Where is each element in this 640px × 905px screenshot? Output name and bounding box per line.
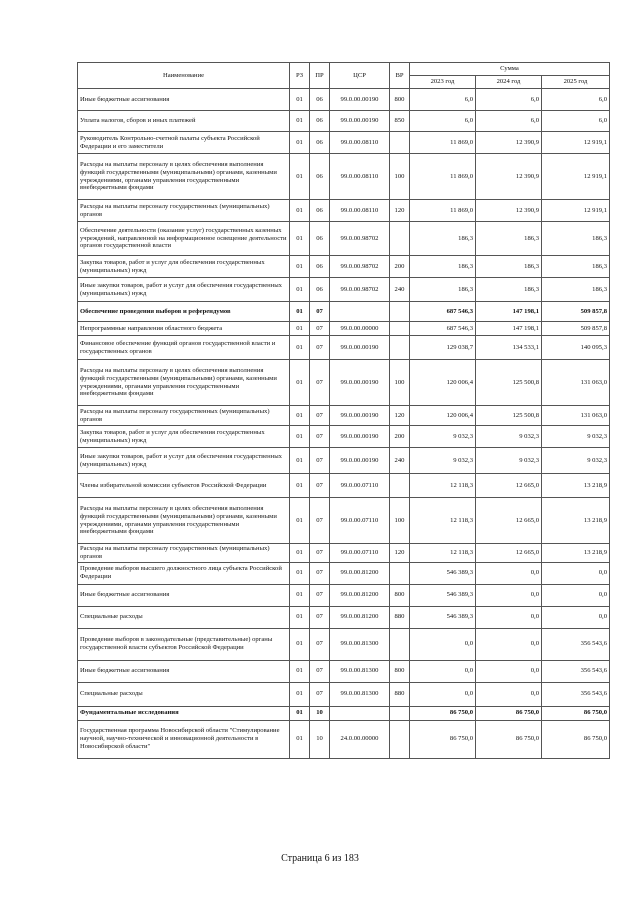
table-row bbox=[78, 706, 610, 720]
table-row bbox=[78, 302, 610, 322]
table-row bbox=[78, 132, 610, 154]
table-row bbox=[78, 628, 610, 660]
row-vr: 120 bbox=[390, 544, 410, 563]
row-csr: 99.0.00.00190 bbox=[330, 360, 390, 406]
row-pr: 07 bbox=[310, 660, 330, 682]
row-vr: 200 bbox=[390, 426, 410, 448]
row-sum-2025: 131 063,0 bbox=[542, 406, 610, 426]
row-name: Уплата налогов, сборов и иных платежей bbox=[78, 111, 290, 132]
row-vr: 800 bbox=[390, 89, 410, 111]
row-rz: 01 bbox=[290, 132, 310, 154]
row-pr: 07 bbox=[310, 322, 330, 336]
row-sum-2025: 356 543,6 bbox=[542, 628, 610, 660]
row-vr bbox=[390, 706, 410, 720]
row-pr: 06 bbox=[310, 111, 330, 132]
row-name: Расходы на выплаты персоналу государственных (муниципальных) органов bbox=[78, 544, 290, 563]
row-pr: 06 bbox=[310, 154, 330, 200]
row-sum-2023: 6,0 bbox=[410, 111, 476, 132]
row-name: Проведение выборов в законодательные (представительные) органы государственной власти субъектов Российской Федерации bbox=[78, 628, 290, 660]
row-rz: 01 bbox=[290, 720, 310, 758]
row-pr: 07 bbox=[310, 426, 330, 448]
row-sum-2025: 86 750,0 bbox=[542, 720, 610, 758]
row-sum-2024: 12 665,0 bbox=[476, 544, 542, 563]
row-sum-2024: 86 750,0 bbox=[476, 706, 542, 720]
row-name: Руководитель Контрольно-счетной палаты субъекта Российской Федерации и его заместители bbox=[78, 132, 290, 154]
row-rz: 01 bbox=[290, 360, 310, 406]
header-rz: РЗ bbox=[290, 63, 310, 89]
row-sum-2025: 186,3 bbox=[542, 256, 610, 278]
row-vr: 120 bbox=[390, 406, 410, 426]
row-sum-2025: 509 857,8 bbox=[542, 302, 610, 322]
row-sum-2024: 12 390,9 bbox=[476, 200, 542, 222]
row-sum-2024: 125 500,8 bbox=[476, 406, 542, 426]
table-row bbox=[78, 322, 610, 336]
table-row bbox=[78, 256, 610, 278]
row-csr: 99.0.00.08110 bbox=[330, 200, 390, 222]
row-sum-2024: 0,0 bbox=[476, 562, 542, 584]
row-vr bbox=[390, 628, 410, 660]
row-pr: 10 bbox=[310, 720, 330, 758]
table-row bbox=[78, 720, 610, 758]
row-csr: 99.0.00.81300 bbox=[330, 660, 390, 682]
row-sum-2025: 86 750,0 bbox=[542, 706, 610, 720]
table-row bbox=[78, 89, 610, 111]
row-csr bbox=[330, 302, 390, 322]
row-sum-2023: 186,3 bbox=[410, 278, 476, 302]
row-pr: 07 bbox=[310, 360, 330, 406]
row-sum-2024: 9 032,3 bbox=[476, 426, 542, 448]
row-sum-2025: 131 063,0 bbox=[542, 360, 610, 406]
row-sum-2024: 12 390,9 bbox=[476, 132, 542, 154]
row-rz: 01 bbox=[290, 111, 310, 132]
row-vr: 800 bbox=[390, 660, 410, 682]
row-sum-2023: 186,3 bbox=[410, 222, 476, 256]
row-csr: 99.0.00.00190 bbox=[330, 111, 390, 132]
row-rz: 01 bbox=[290, 322, 310, 336]
row-sum-2023: 129 038,7 bbox=[410, 336, 476, 360]
row-sum-2024: 6,0 bbox=[476, 111, 542, 132]
row-sum-2024: 147 198,1 bbox=[476, 322, 542, 336]
row-sum-2024: 134 533,1 bbox=[476, 336, 542, 360]
row-name: Иные закупки товаров, работ и услуг для обеспечения государственных (муниципальных) нужд bbox=[78, 448, 290, 474]
page-number: Страница 6 из 183 bbox=[281, 853, 359, 864]
table-row bbox=[78, 584, 610, 606]
row-sum-2024: 0,0 bbox=[476, 606, 542, 628]
row-sum-2024: 12 665,0 bbox=[476, 474, 542, 498]
row-name: Иные бюджетные ассигнования bbox=[78, 89, 290, 111]
row-sum-2024: 12 390,9 bbox=[476, 154, 542, 200]
row-sum-2025: 186,3 bbox=[542, 278, 610, 302]
row-vr: 120 bbox=[390, 200, 410, 222]
row-csr: 24.0.00.00000 bbox=[330, 720, 390, 758]
row-csr: 99.0.00.00190 bbox=[330, 89, 390, 111]
table-body bbox=[78, 89, 610, 759]
row-rz: 01 bbox=[290, 706, 310, 720]
row-pr: 07 bbox=[310, 606, 330, 628]
row-sum-2025: 13 218,9 bbox=[542, 498, 610, 544]
table-row bbox=[78, 448, 610, 474]
table-row bbox=[78, 360, 610, 406]
row-csr: 99.0.00.07110 bbox=[330, 498, 390, 544]
row-rz: 01 bbox=[290, 426, 310, 448]
row-sum-2024: 186,3 bbox=[476, 278, 542, 302]
table-row bbox=[78, 154, 610, 200]
row-name: Проведение выборов высшего должностного лица субъекта Российской Федерации bbox=[78, 562, 290, 584]
row-rz: 01 bbox=[290, 302, 310, 322]
row-vr: 880 bbox=[390, 606, 410, 628]
row-name: Расходы на выплаты персоналу в целях обеспечения выполнения функций государственными (муниципальными) органами, казенными учреждениями, органами управления государственными внебюджетными фондами bbox=[78, 498, 290, 544]
row-vr bbox=[390, 302, 410, 322]
row-pr: 07 bbox=[310, 474, 330, 498]
row-vr bbox=[390, 322, 410, 336]
row-vr: 240 bbox=[390, 448, 410, 474]
table-row bbox=[78, 222, 610, 256]
row-pr: 07 bbox=[310, 562, 330, 584]
row-name: Иные бюджетные ассигнования bbox=[78, 584, 290, 606]
row-name: Фундаментальные исследования bbox=[78, 706, 290, 720]
row-sum-2024: 9 032,3 bbox=[476, 448, 542, 474]
row-sum-2023: 0,0 bbox=[410, 660, 476, 682]
row-rz: 01 bbox=[290, 89, 310, 111]
row-pr: 06 bbox=[310, 278, 330, 302]
row-vr bbox=[390, 720, 410, 758]
budget-sheet bbox=[77, 62, 609, 759]
table-header bbox=[78, 63, 610, 89]
row-sum-2025: 12 919,1 bbox=[542, 200, 610, 222]
row-name: Закупка товаров, работ и услуг для обеспечения государственных (муниципальных) нужд bbox=[78, 426, 290, 448]
row-csr: 99.0.00.81300 bbox=[330, 628, 390, 660]
row-sum-2023: 120 006,4 bbox=[410, 360, 476, 406]
row-sum-2023: 546 389,3 bbox=[410, 562, 476, 584]
row-sum-2023: 546 389,3 bbox=[410, 606, 476, 628]
row-sum-2023: 546 389,3 bbox=[410, 584, 476, 606]
row-vr: 200 bbox=[390, 256, 410, 278]
table-row bbox=[78, 498, 610, 544]
row-csr: 99.0.00.81200 bbox=[330, 562, 390, 584]
row-rz: 01 bbox=[290, 682, 310, 706]
table-row bbox=[78, 660, 610, 682]
row-name: Специальные расходы bbox=[78, 682, 290, 706]
header-csr: ЦСР bbox=[330, 63, 390, 89]
row-csr: 99.0.00.98702 bbox=[330, 256, 390, 278]
row-pr: 07 bbox=[310, 498, 330, 544]
row-sum-2023: 0,0 bbox=[410, 628, 476, 660]
row-name: Закупка товаров, работ и услуг для обеспечения государственных (муниципальных) нужд bbox=[78, 256, 290, 278]
row-sum-2025: 13 218,9 bbox=[542, 544, 610, 563]
row-rz: 01 bbox=[290, 200, 310, 222]
row-csr: 99.0.00.08110 bbox=[330, 154, 390, 200]
table-row bbox=[78, 426, 610, 448]
row-sum-2023: 12 118,3 bbox=[410, 544, 476, 563]
row-vr: 880 bbox=[390, 682, 410, 706]
row-sum-2024: 125 500,8 bbox=[476, 360, 542, 406]
row-rz: 01 bbox=[290, 406, 310, 426]
row-csr bbox=[330, 706, 390, 720]
table-row bbox=[78, 111, 610, 132]
row-sum-2024: 0,0 bbox=[476, 660, 542, 682]
row-vr bbox=[390, 222, 410, 256]
row-sum-2025: 356 543,6 bbox=[542, 660, 610, 682]
row-name: Расходы на выплаты персоналу в целях обеспечения выполнения функций государственными (муниципальными) органами, казенными учреждениями, органами управления государственными внебюджетными фондами bbox=[78, 154, 290, 200]
header-year-2024: 2024 год bbox=[476, 76, 542, 89]
row-vr: 100 bbox=[390, 360, 410, 406]
row-csr: 99.0.00.81200 bbox=[330, 584, 390, 606]
row-vr: 240 bbox=[390, 278, 410, 302]
row-sum-2023: 86 750,0 bbox=[410, 720, 476, 758]
row-sum-2025: 356 543,6 bbox=[542, 682, 610, 706]
row-sum-2023: 86 750,0 bbox=[410, 706, 476, 720]
row-vr: 100 bbox=[390, 154, 410, 200]
row-vr: 850 bbox=[390, 111, 410, 132]
row-vr bbox=[390, 336, 410, 360]
table-row bbox=[78, 562, 610, 584]
table-row bbox=[78, 474, 610, 498]
row-sum-2023: 11 869,0 bbox=[410, 154, 476, 200]
row-csr: 99.0.00.00000 bbox=[330, 322, 390, 336]
table-row bbox=[78, 544, 610, 563]
row-sum-2023: 12 118,3 bbox=[410, 474, 476, 498]
row-rz: 01 bbox=[290, 606, 310, 628]
table-row bbox=[78, 278, 610, 302]
row-csr: 99.0.00.07110 bbox=[330, 544, 390, 563]
row-sum-2024: 0,0 bbox=[476, 628, 542, 660]
row-vr: 800 bbox=[390, 584, 410, 606]
row-rz: 01 bbox=[290, 628, 310, 660]
row-name: Финансовое обеспечение функций органов государственной власти и государственных органов bbox=[78, 336, 290, 360]
row-sum-2023: 687 546,3 bbox=[410, 302, 476, 322]
row-name: Обеспечение деятельности (оказание услуг) государственных казенных учреждений, направленной на информационное освещение деятельности органов государственной власти bbox=[78, 222, 290, 256]
row-rz: 01 bbox=[290, 278, 310, 302]
row-vr bbox=[390, 474, 410, 498]
row-csr: 99.0.00.08110 bbox=[330, 132, 390, 154]
row-sum-2024: 0,0 bbox=[476, 682, 542, 706]
header-year-2025: 2025 год bbox=[542, 76, 610, 89]
row-name: Члены избирательной комиссии субъектов Российской Федерации bbox=[78, 474, 290, 498]
row-sum-2025: 12 919,1 bbox=[542, 154, 610, 200]
row-pr: 07 bbox=[310, 406, 330, 426]
table-row bbox=[78, 682, 610, 706]
row-name: Расходы на выплаты персоналу государственных (муниципальных) органов bbox=[78, 406, 290, 426]
row-pr: 07 bbox=[310, 544, 330, 563]
header-name: Наименование bbox=[78, 63, 290, 89]
row-rz: 01 bbox=[290, 448, 310, 474]
row-csr: 99.0.00.00190 bbox=[330, 448, 390, 474]
row-sum-2023: 11 869,0 bbox=[410, 132, 476, 154]
row-sum-2024: 6,0 bbox=[476, 89, 542, 111]
row-sum-2025: 6,0 bbox=[542, 89, 610, 111]
row-rz: 01 bbox=[290, 222, 310, 256]
row-pr: 07 bbox=[310, 336, 330, 360]
row-pr: 07 bbox=[310, 584, 330, 606]
row-csr: 99.0.00.00190 bbox=[330, 406, 390, 426]
row-sum-2023: 120 006,4 bbox=[410, 406, 476, 426]
row-name: Специальные расходы bbox=[78, 606, 290, 628]
row-sum-2023: 186,3 bbox=[410, 256, 476, 278]
row-csr: 99.0.00.81200 bbox=[330, 606, 390, 628]
row-csr: 99.0.00.81300 bbox=[330, 682, 390, 706]
header-pr: ПР bbox=[310, 63, 330, 89]
row-rz: 01 bbox=[290, 544, 310, 563]
row-rz: 01 bbox=[290, 336, 310, 360]
table-row bbox=[78, 406, 610, 426]
row-vr bbox=[390, 132, 410, 154]
row-sum-2025: 9 032,3 bbox=[542, 448, 610, 474]
row-sum-2025: 13 218,9 bbox=[542, 474, 610, 498]
row-sum-2023: 12 118,3 bbox=[410, 498, 476, 544]
row-sum-2025: 140 095,3 bbox=[542, 336, 610, 360]
row-pr: 10 bbox=[310, 706, 330, 720]
row-csr: 99.0.00.98702 bbox=[330, 222, 390, 256]
row-rz: 01 bbox=[290, 474, 310, 498]
row-sum-2025: 509 857,8 bbox=[542, 322, 610, 336]
row-name: Государственная программа Новосибирской области "Стимулирование научной, научно-технической и инновационной деятельности в Новосибирской области" bbox=[78, 720, 290, 758]
row-sum-2024: 186,3 bbox=[476, 256, 542, 278]
row-sum-2024: 186,3 bbox=[476, 222, 542, 256]
row-sum-2023: 0,0 bbox=[410, 682, 476, 706]
row-sum-2024: 86 750,0 bbox=[476, 720, 542, 758]
table-row bbox=[78, 336, 610, 360]
header-year-2023: 2023 год bbox=[410, 76, 476, 89]
row-name: Иные бюджетные ассигнования bbox=[78, 660, 290, 682]
header-sum: Сумма bbox=[410, 63, 610, 76]
row-pr: 07 bbox=[310, 682, 330, 706]
table-row bbox=[78, 606, 610, 628]
budget-table bbox=[77, 62, 610, 759]
row-rz: 01 bbox=[290, 584, 310, 606]
row-sum-2025: 9 032,3 bbox=[542, 426, 610, 448]
row-csr: 99.0.00.00190 bbox=[330, 336, 390, 360]
row-pr: 07 bbox=[310, 448, 330, 474]
row-pr: 07 bbox=[310, 302, 330, 322]
row-rz: 01 bbox=[290, 562, 310, 584]
row-name: Расходы на выплаты персоналу в целях обеспечения выполнения функций государственными (муниципальными) органами, казенными учреждениями, органами управления государственными внебюджетными фондами bbox=[78, 360, 290, 406]
row-sum-2023: 9 032,3 bbox=[410, 426, 476, 448]
row-sum-2025: 186,3 bbox=[542, 222, 610, 256]
row-pr: 06 bbox=[310, 132, 330, 154]
row-csr: 99.0.00.07110 bbox=[330, 474, 390, 498]
row-sum-2025: 6,0 bbox=[542, 111, 610, 132]
row-sum-2024: 0,0 bbox=[476, 584, 542, 606]
row-sum-2024: 12 665,0 bbox=[476, 498, 542, 544]
row-rz: 01 bbox=[290, 154, 310, 200]
table-row bbox=[78, 200, 610, 222]
row-name: Обеспечение проведения выборов и референдумов bbox=[78, 302, 290, 322]
row-pr: 06 bbox=[310, 200, 330, 222]
row-sum-2025: 0,0 bbox=[542, 606, 610, 628]
row-name: Расходы на выплаты персоналу государственных (муниципальных) органов bbox=[78, 200, 290, 222]
row-pr: 06 bbox=[310, 222, 330, 256]
row-sum-2023: 687 546,3 bbox=[410, 322, 476, 336]
row-pr: 06 bbox=[310, 89, 330, 111]
row-pr: 07 bbox=[310, 628, 330, 660]
row-sum-2024: 147 198,1 bbox=[476, 302, 542, 322]
row-rz: 01 bbox=[290, 256, 310, 278]
row-rz: 01 bbox=[290, 660, 310, 682]
row-vr: 100 bbox=[390, 498, 410, 544]
row-sum-2025: 12 919,1 bbox=[542, 132, 610, 154]
row-rz: 01 bbox=[290, 498, 310, 544]
row-csr: 99.0.00.00190 bbox=[330, 426, 390, 448]
row-vr bbox=[390, 562, 410, 584]
row-name: Непрограммные направления областного бюджета bbox=[78, 322, 290, 336]
row-sum-2025: 0,0 bbox=[542, 584, 610, 606]
row-name: Иные закупки товаров, работ и услуг для обеспечения государственных (муниципальных) нужд bbox=[78, 278, 290, 302]
row-sum-2023: 6,0 bbox=[410, 89, 476, 111]
row-sum-2023: 9 032,3 bbox=[410, 448, 476, 474]
row-csr: 99.0.00.98702 bbox=[330, 278, 390, 302]
header-vr: ВР bbox=[390, 63, 410, 89]
row-pr: 06 bbox=[310, 256, 330, 278]
row-sum-2023: 11 869,0 bbox=[410, 200, 476, 222]
row-sum-2025: 0,0 bbox=[542, 562, 610, 584]
